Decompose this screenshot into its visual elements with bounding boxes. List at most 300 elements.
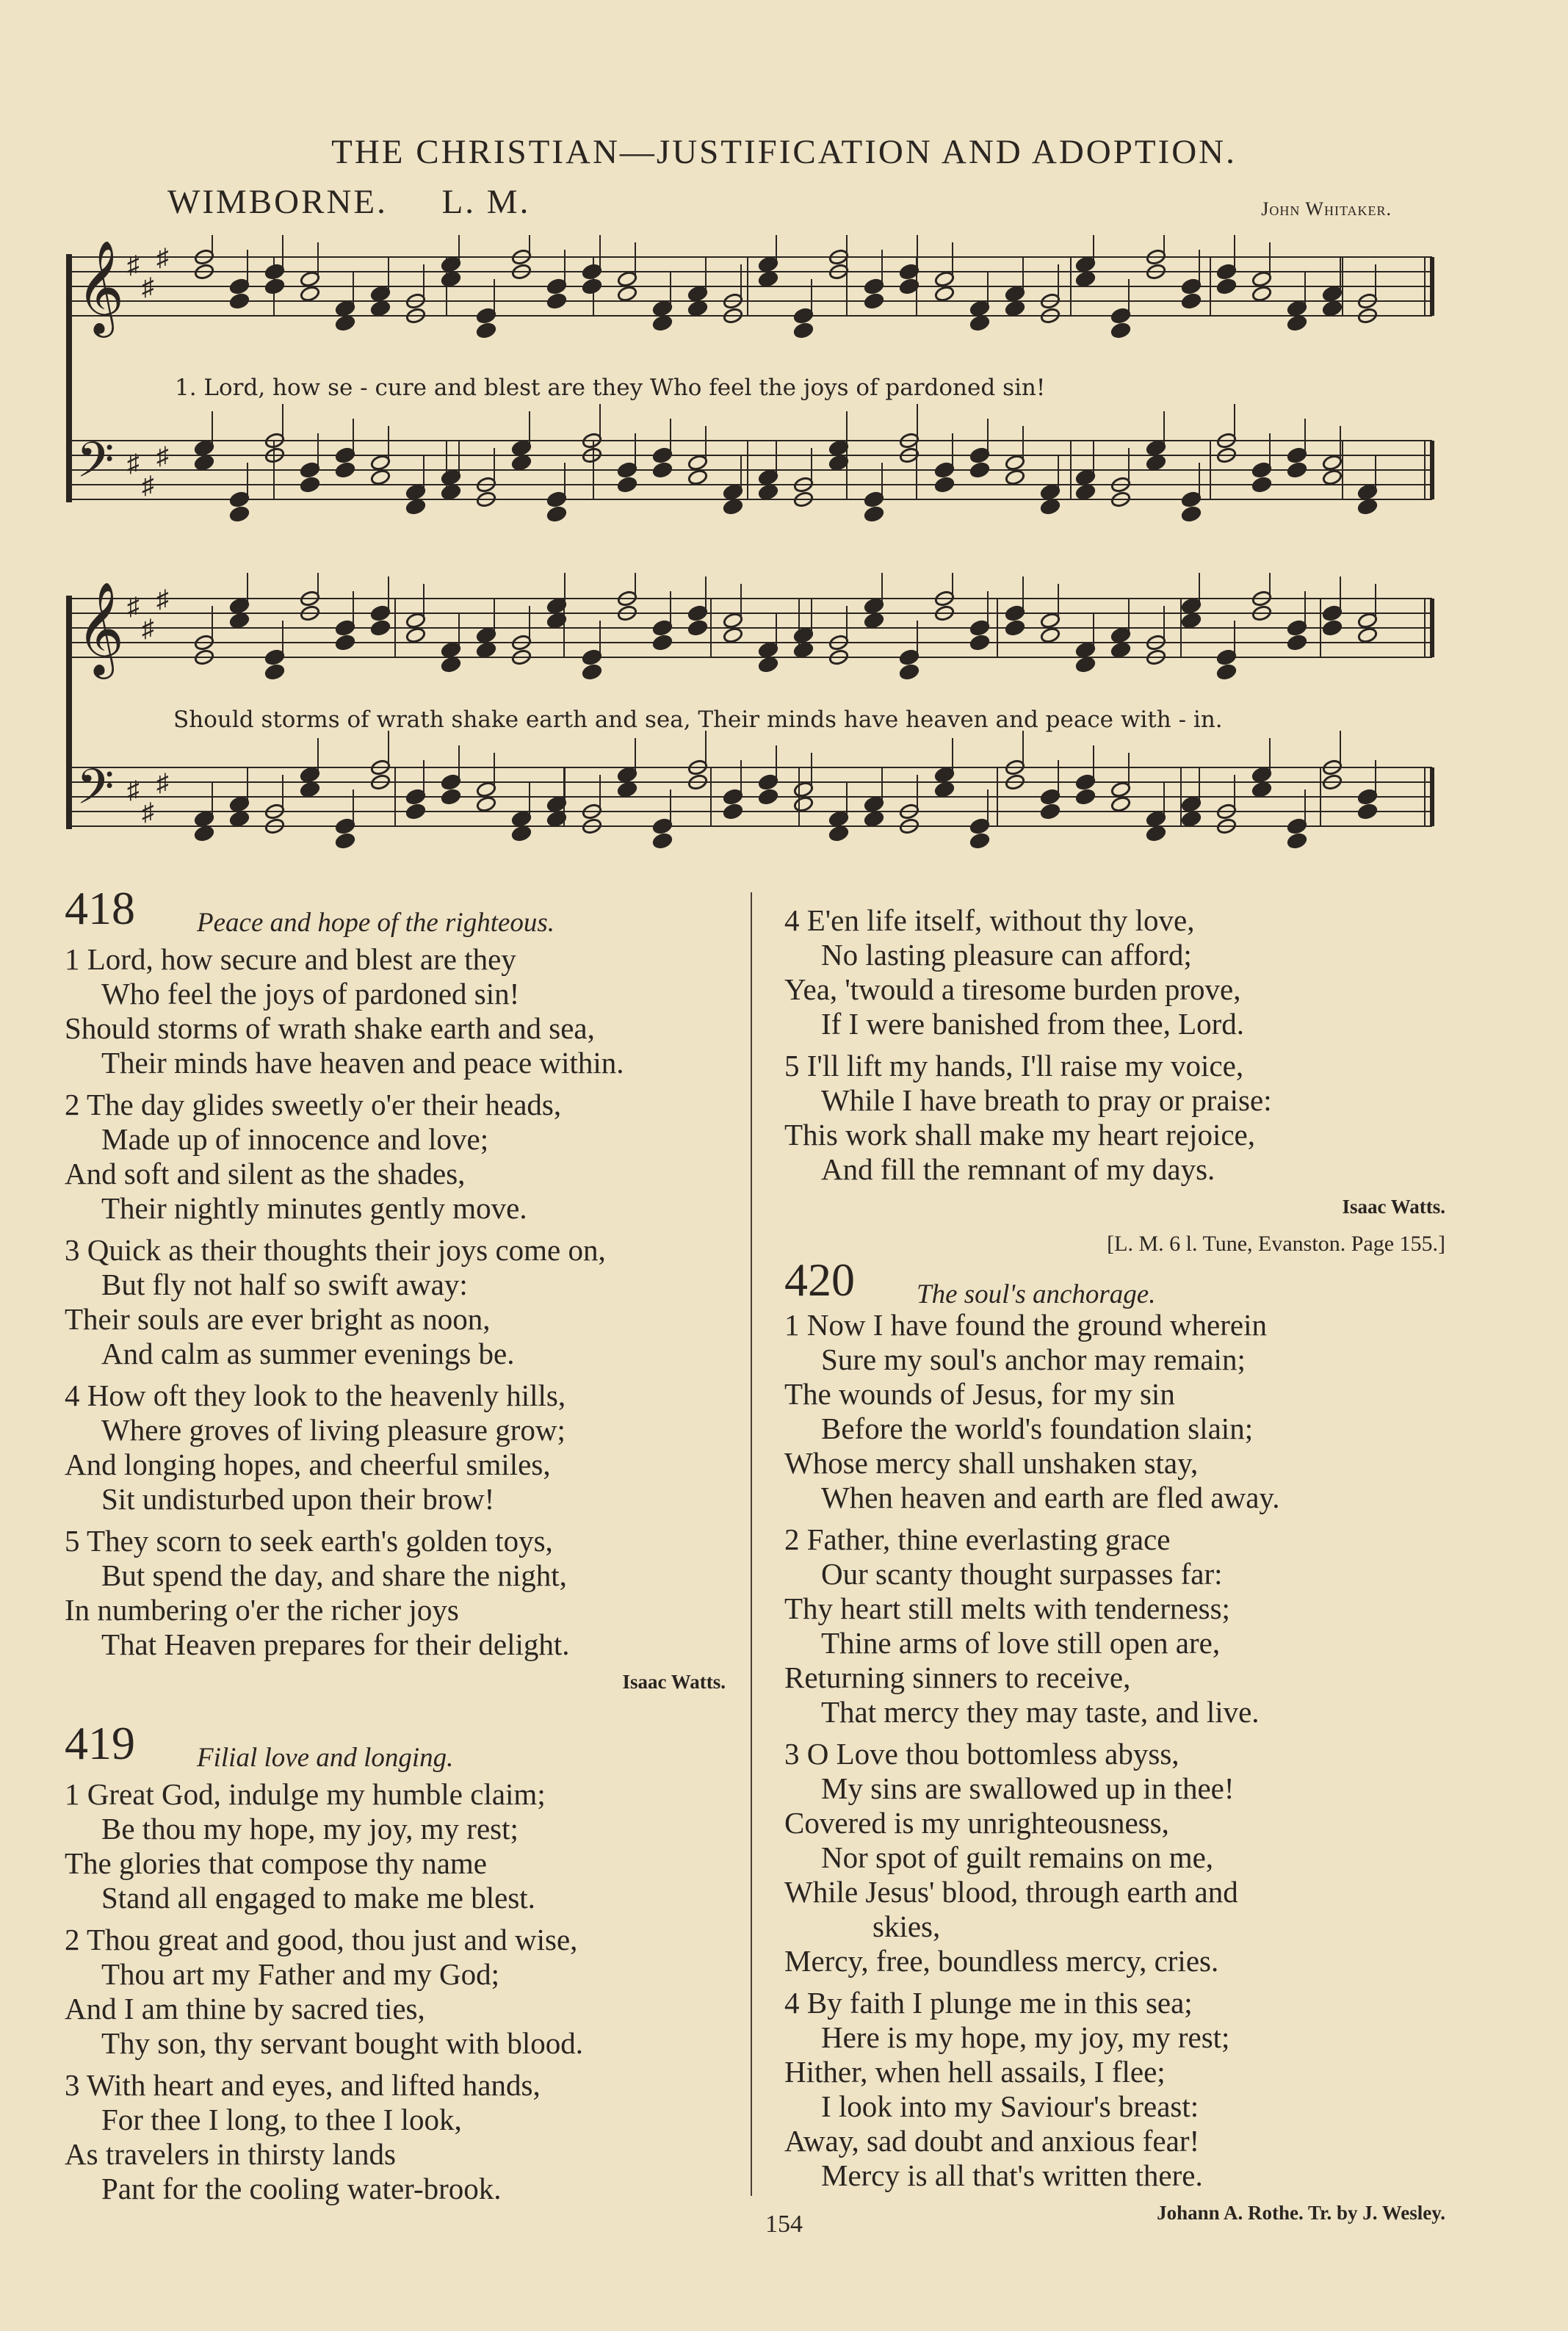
stanza [65,942,748,1080]
note-head [229,612,250,629]
hymn-420-heading [784,1254,1467,1309]
note-head [793,322,814,339]
note-head [934,461,955,478]
note-head [476,781,496,798]
note-head [370,285,391,302]
note-head [652,619,673,636]
stanza-line: And soft and silent as the shades, [65,1157,466,1190]
stanza-line: Covered is my unrighteousness, [784,1806,1169,1840]
note-head [582,663,602,680]
note-head [441,469,461,485]
sharp-icon: ♯ [142,799,154,826]
note-head [864,278,884,294]
note-head [1287,619,1307,636]
note-head [652,817,673,834]
note-head [300,285,320,302]
note-head [1005,454,1025,471]
note-head [335,832,355,849]
stanza-line: Where groves of living pleasure grow; [101,1413,566,1447]
stanza-line: When heaven and earth are fled away. [821,1481,1280,1514]
hymn-number: 418 [65,882,135,934]
sharp-icon: ♯ [156,586,169,613]
note-head [1075,256,1096,272]
tune-meter: L. M. [441,183,531,221]
sharp-icon: ♯ [127,593,140,621]
note-head [617,781,637,798]
note-head [1075,641,1096,658]
note-head [617,285,637,302]
note-head [864,612,884,629]
stanza-line: Thine arms of love still open are, [821,1626,1221,1660]
tune-title: WIMBORNE. [167,183,388,221]
note-head [1287,447,1307,463]
note-head [969,832,990,849]
note-head [758,483,778,500]
hymn-number: 419 [65,1717,135,1769]
note-head [1040,483,1061,500]
note-head [1005,619,1025,636]
note-head [617,766,637,783]
hymn-418-heading [65,882,748,942]
stanza-line: 1 Lord, how secure and blest are they [65,942,516,976]
stanza [65,2068,748,2206]
note-head [441,641,461,658]
stanza-line: Away, sad doubt and anxious fear! [784,2124,1200,2158]
note-head [1251,766,1272,783]
stanza [784,1308,1467,1515]
note-head [1287,817,1307,834]
note-head [758,641,778,658]
stanza-line: Our scanty thought surpasses far: [821,1557,1223,1591]
note-head [335,314,355,331]
note-head [652,300,673,317]
note-head [546,292,567,309]
note-head [1357,498,1378,515]
note-head [1110,795,1131,812]
note-head [1005,300,1025,317]
note-head [511,439,532,456]
note-head [441,270,461,287]
note-head [264,648,285,665]
note-head [441,483,461,500]
lyrics-line-2: Should storms of wrath shake earth and sea, Their minds have heaven and peace with - in. [173,706,1223,733]
hymn-meta: [L. M. 6 l. Tune, Evanston. Page 155.] [1107,1232,1445,1256]
note-head [229,597,250,614]
stanza-line: Hither, when hell assails, I flee; [784,2055,1166,2089]
note-head [617,476,637,493]
note-head [405,626,426,643]
note-head [687,285,708,302]
music-system-2 [65,573,1438,881]
note-head [687,604,708,621]
note-head [300,461,320,478]
note-head [264,278,285,294]
note-head [1216,278,1237,294]
sharp-icon: ♯ [156,770,169,797]
note-head [969,817,990,834]
note-head [723,626,743,643]
stanza-line: Sit undisturbed upon their brow! [101,1482,495,1516]
stanza-line: 4 E'en life itself, without thy love, [784,903,1195,937]
note-head [370,619,391,636]
note-head [1357,483,1378,500]
stanza-line: But fly not half so swift away: [101,1268,468,1301]
note-head [793,795,814,812]
note-head [546,278,567,294]
note-head [1287,461,1307,478]
note-head [1075,656,1096,673]
note-head [1146,810,1166,827]
note-head [934,270,955,287]
note-head [758,469,778,485]
stanza-line: Their nightly minutes gently move. [101,1191,527,1225]
note-head [264,263,285,280]
note-head [1287,314,1307,331]
note-head [441,256,461,272]
sharp-icon: ♯ [142,472,154,499]
hymn-author: Isaac Watts. [622,1671,726,1693]
stanza-line: The wounds of Jesus, for my sin [784,1377,1175,1411]
stanza-line: In numbering o'er the richer joys [65,1593,459,1627]
note-head [370,604,391,621]
stanza-line: This work shall make my heart rejoice, [784,1118,1255,1152]
note-head [405,788,426,805]
stanza [784,1986,1467,2193]
stanza-line: 3 O Love thou bottomless abyss, [784,1737,1179,1771]
note-head [1181,505,1202,522]
note-head [617,270,637,287]
stanza-line: Stand all engaged to make me blest. [101,1881,535,1915]
section-title: THE CHRISTIAN—JUSTIFICATION AND ADOPTION. [331,133,1237,171]
note-head [405,483,426,500]
note-head [723,612,743,629]
note-head [1216,663,1237,680]
stanza-line: As travelers in thirsty lands [65,2137,396,2171]
note-head [687,454,708,471]
note-head [546,505,567,522]
note-head [934,285,955,302]
stanza-line: While Jesus' blood, through earth and [784,1875,1238,1909]
note-head [1357,788,1378,805]
note-head [1040,626,1061,643]
stanza [65,1233,748,1371]
column-divider [751,892,752,2196]
stanza-line: That mercy they may taste, and live. [821,1695,1260,1729]
note-head [300,270,320,287]
stanza-line: Their minds have heaven and peace within. [101,1046,624,1080]
note-head [828,439,849,456]
note-head [864,810,884,827]
note-head [405,498,426,515]
note-head [758,270,778,287]
note-head [723,788,743,805]
note-head [441,788,461,805]
note-head [1146,439,1166,456]
note-head [969,619,990,636]
hymn-419-stanzas-continued [784,903,1467,1194]
note-head [264,663,285,680]
note-head [1075,788,1096,805]
note-head [1181,612,1202,629]
stanza-line: 1 Great God, indulge my humble claim; [65,1777,546,1811]
note-head [229,795,250,812]
stanza-line: For thee I long, to thee I look, [101,2103,462,2136]
note-head [370,469,391,485]
hymn-419-stanzas [65,1777,748,2213]
sharp-icon: ♯ [127,450,140,477]
note-head [1322,604,1343,621]
note-head [229,505,250,522]
note-head [652,832,673,849]
note-head [864,491,884,507]
note-head [1146,825,1166,842]
note-head [1322,469,1343,485]
stanza [784,1049,1467,1187]
note-head [1181,597,1202,614]
treble-clef-icon: 𝄞 [76,239,125,333]
hymn-title: Peace and hope of the righteous. [197,908,555,938]
note-head [441,656,461,673]
note-head [300,766,320,783]
note-head [899,648,920,665]
stanza [65,1777,748,1915]
note-head [1110,322,1131,339]
note-head [934,476,955,493]
note-head [758,773,778,790]
note-head [1040,498,1061,515]
note-head [1287,634,1307,651]
stanza-line: 3 With heart and eyes, and lifted hands, [65,2068,541,2102]
hymn-author: Johann A. Rothe. Tr. by J. Wesley. [1157,2202,1445,2224]
stanza-line: Be thou my hope, my joy, my rest; [101,1812,519,1846]
stanza-line: 2 The day glides sweetly o'er their heads, [65,1088,562,1121]
note-head [1005,469,1025,485]
sharp-icon: ♯ [127,777,140,804]
stanza [65,1524,748,1662]
note-head [758,788,778,805]
stanza-line: 2 Father, thine everlasting grace [784,1522,1171,1556]
note-head [1251,285,1272,302]
stanza-line: And longing hopes, and cheerful smiles, [65,1448,551,1481]
stanza [784,1737,1467,1978]
note-head [828,825,849,842]
stanza-line: 4 How oft they look to the heavenly hills, [65,1378,566,1412]
stanza-line: Pant for the cooling water-brook. [101,2172,502,2205]
note-head [229,278,250,294]
note-head [1005,604,1025,621]
sharp-icon: ♯ [142,274,154,301]
sharp-icon: ♯ [127,252,140,279]
stanza-line: Sure my soul's anchor may remain; [821,1342,1246,1376]
note-head [511,825,532,842]
note-head [335,634,355,651]
stanza-line: And I am thine by sacred ties, [65,1992,425,2025]
note-head [687,469,708,485]
note-head [194,825,214,842]
note-head [1110,307,1131,324]
note-head [194,439,214,456]
note-head [229,810,250,827]
stanza-line: Nor spot of guilt remains on me, [821,1840,1214,1874]
note-head [335,300,355,317]
hymn-420-stanzas [784,1308,1467,2200]
stanza-line: And fill the remnant of my days. [821,1152,1215,1186]
note-head [1110,641,1131,658]
note-head [617,461,637,478]
note-head [1251,270,1272,287]
stanza-line: Here is my hope, my joy, my rest; [821,2020,1230,2054]
note-head [229,491,250,507]
note-head [793,626,814,643]
stanza-line: Should storms of wrath shake earth and sea, [65,1011,595,1045]
stanza-line: But spend the day, and share the night, [101,1558,567,1592]
note-head [194,454,214,471]
note-head [300,476,320,493]
note-head [828,454,849,471]
stanza-line: I look into my Saviour's breast: [821,2089,1199,2123]
note-head [405,803,426,820]
stanza [65,1088,748,1226]
note-head [582,648,602,665]
hymn-title: Filial love and longing. [197,1743,454,1773]
hymn-author: Isaac Watts. [1342,1196,1445,1218]
note-head [864,505,884,522]
note-head [476,795,496,812]
note-head [1216,263,1237,280]
note-head [969,447,990,463]
note-head [864,795,884,812]
note-head [723,803,743,820]
note-head [1075,469,1096,485]
note-head [476,641,496,658]
stanza-line: The glories that compose thy name [65,1846,487,1880]
note-head [511,454,532,471]
note-head [511,810,532,827]
note-head [229,292,250,309]
note-head [1110,626,1131,643]
stanza-line: Made up of innocence and love; [101,1122,489,1156]
note-head [1357,803,1378,820]
sharp-icon: ♯ [156,245,169,272]
hymn-419-heading [65,1717,748,1777]
note-head [934,766,955,783]
hymn-418-stanzas [65,942,748,1669]
note-head [652,314,673,331]
stanza-line: 1 Now I have found the ground wherein [784,1308,1267,1342]
note-head [1075,270,1096,287]
note-head [300,781,320,798]
lyrics-line-1: 1. Lord, how se - cure and blest are they Who feel the joys of pardoned sin! [175,375,1046,401]
note-head [1287,300,1307,317]
note-head [969,300,990,317]
stanza-line: Thou art my Father and my God; [101,1957,500,1991]
note-head [582,263,602,280]
note-head [758,256,778,272]
stanza-line: 3 Quick as their thoughts their joys come on, [65,1233,606,1267]
note-head [793,781,814,798]
music-system-1 [65,235,1438,543]
stanza [65,1923,748,2061]
note-head [1181,810,1202,827]
stanza-line: Thy heart still melts with tenderness; [784,1591,1230,1625]
note-head [1322,454,1343,471]
stanza-line: Their souls are ever bright as noon, [65,1302,491,1336]
note-head [1287,832,1307,849]
treble-clef-icon: 𝄞 [76,581,125,675]
note-head [335,817,355,834]
bass-clef-icon: 𝄢 [76,759,115,827]
stanza-line: Who feel the joys of pardoned sin! [101,977,520,1011]
note-head [1322,285,1343,302]
note-head [1322,619,1343,636]
note-head [1251,476,1272,493]
note-head [1357,612,1378,629]
stanza-line: Returning sinners to receive, [784,1660,1131,1694]
note-head [335,461,355,478]
note-head [758,656,778,673]
note-head [1075,773,1096,790]
note-head [1216,648,1237,665]
stanza [65,1378,748,1517]
note-head [476,322,496,339]
note-head [441,773,461,790]
note-head [335,447,355,463]
stanza-line: skies, [872,1909,941,1943]
note-head [582,278,602,294]
note-head [687,300,708,317]
stanza-line: Mercy, free, boundless mercy, cries. [784,1944,1219,1978]
note-head [1357,626,1378,643]
note-head [1110,781,1131,798]
note-head [969,461,990,478]
note-head [969,314,990,331]
note-head [194,810,214,827]
note-head [1251,461,1272,478]
note-head [1075,483,1096,500]
note-head [652,461,673,478]
note-head [1251,781,1272,798]
note-head [1322,300,1343,317]
note-head [1181,491,1202,507]
stanza [784,903,1467,1041]
stanza-line: Mercy is all that's written there. [821,2158,1203,2192]
bass-clef-icon: 𝄢 [76,432,115,500]
note-head [370,454,391,471]
note-head [793,641,814,658]
note-head [370,300,391,317]
left-column [65,882,748,2213]
stanza-line: No lasting pleasure can afford; [821,938,1192,972]
note-head [1146,454,1166,471]
note-head [793,307,814,324]
note-head [1181,278,1202,294]
sharp-icon: ♯ [156,443,169,470]
tune-name [167,182,530,222]
stanza-line: 5 I'll lift my hands, I'll raise my voice, [784,1049,1244,1083]
note-head [934,781,955,798]
note-head [476,626,496,643]
system-brace [66,596,72,829]
composer: John Whitaker. [1261,198,1392,220]
note-head [652,447,673,463]
note-head [1040,612,1061,629]
page-number: 154 [765,2211,803,2238]
stanza-line: That Heaven prepares for their delight. [101,1627,570,1661]
note-head [969,634,990,651]
stanza-line: Thy son, thy servant bought with blood. [101,2026,583,2060]
stanza-line: 2 Thou great and good, thou just and wise, [65,1923,578,1956]
note-head [1040,788,1061,805]
